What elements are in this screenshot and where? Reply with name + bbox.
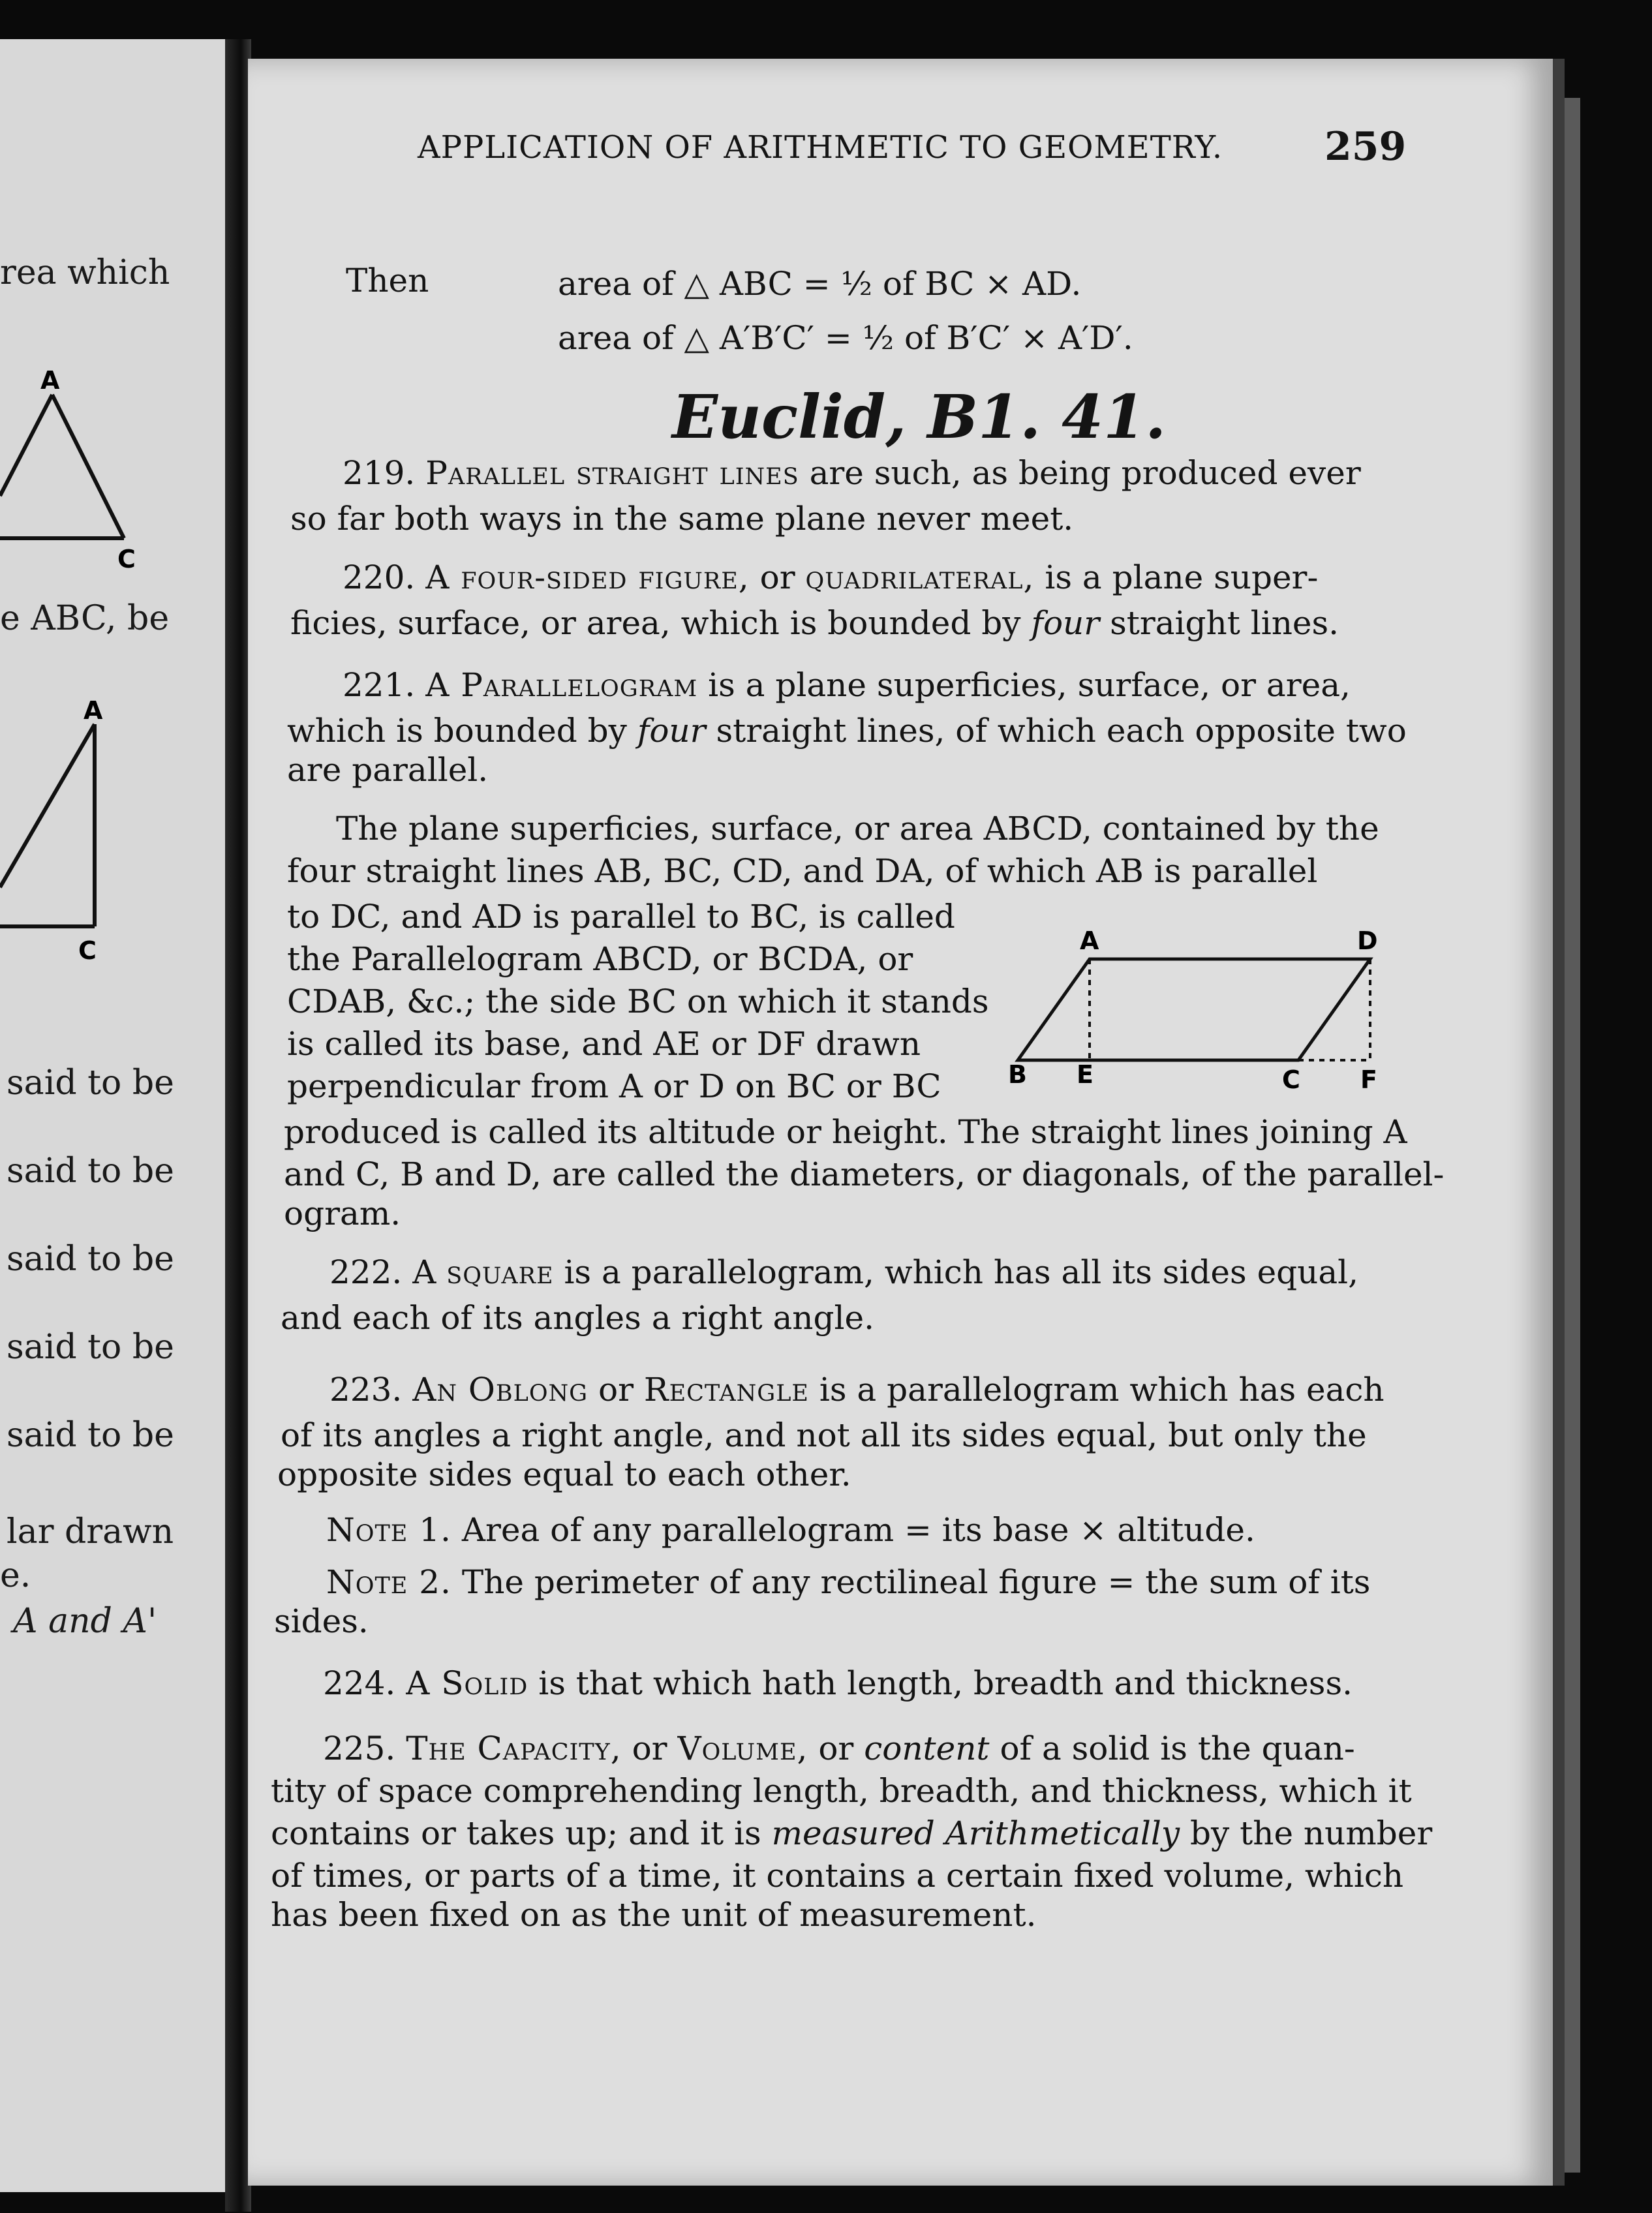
then-label: Then	[346, 262, 429, 299]
left-text-line: said to be	[7, 1416, 174, 1455]
para-220-line-2	[290, 603, 1339, 643]
fig-label-d: D	[1357, 926, 1378, 955]
text: are such, as being produced ever	[809, 454, 1361, 492]
para-225-line-3	[271, 1814, 1432, 1853]
left-fig2-label-a: A	[84, 696, 103, 725]
note-2-line-2: sides.	[274, 1602, 369, 1640]
fig-label-e: E	[1077, 1060, 1094, 1089]
para-221b-line-8: produced is called its altitude or height. The straight lines joining A	[284, 1113, 1407, 1151]
para-221b-line-1: The plane superficies, surface, or area ABCD, contained by the	[336, 810, 1379, 847]
term: A Solid	[406, 1664, 528, 1702]
para-221b-line-6: is called its base, and AE or DF drawn	[287, 1025, 921, 1063]
left-text-line: rea which	[0, 253, 170, 292]
fig-label-b: B	[1008, 1060, 1027, 1089]
para-221-line-3: are parallel.	[287, 751, 489, 789]
page-number: 259	[1324, 124, 1407, 170]
left-fig2-label-c: C	[78, 936, 97, 965]
text: straight lines.	[1110, 604, 1339, 642]
term: An Oblong	[412, 1371, 589, 1409]
term: Parallel straight lines	[425, 454, 799, 492]
left-triangle-figure-1	[0, 365, 157, 574]
left-text-line: said to be	[7, 1240, 174, 1279]
para-223-line-3: opposite sides equal to each other.	[277, 1456, 851, 1493]
left-page-fragment	[0, 39, 225, 2192]
fig-label-a: A	[1080, 926, 1099, 955]
italic-text: content	[864, 1730, 990, 1767]
note-label: Note 1.	[326, 1511, 451, 1549]
text: or	[632, 1730, 667, 1767]
para-number: 223.	[329, 1371, 403, 1409]
text: is a plane superficies, surface, or area,	[708, 666, 1351, 704]
left-text-line: A and A'	[13, 1602, 157, 1641]
parallelogram-figure	[1005, 913, 1396, 1103]
left-text-line: said to be	[7, 1328, 174, 1367]
para-225-line-5: has been fixed on as the unit of measurement.	[271, 1896, 1037, 1934]
fig-label-c: C	[1282, 1065, 1300, 1094]
term: square	[446, 1253, 554, 1291]
para-221-line-1	[343, 665, 1351, 705]
term: Rectangle	[643, 1371, 809, 1409]
para-220-line-1	[343, 558, 1318, 597]
note-2	[326, 1563, 1370, 1602]
text: is that which hath length, breadth and thickness.	[538, 1664, 1353, 1702]
term: A Parallelogram	[425, 666, 698, 704]
then-formula-1: area of △ ABC = ½ of BC × AD.	[558, 265, 1082, 303]
euclid-handwritten-note: Euclid, B1. 41.	[672, 382, 1167, 452]
text: is a plane super-	[1045, 558, 1319, 596]
italic-text: four	[637, 712, 706, 750]
para-223-line-1	[329, 1370, 1384, 1409]
term: Volume,	[677, 1730, 808, 1767]
text: or	[818, 1730, 854, 1767]
left-fig1-label-a: A	[40, 366, 60, 395]
text: contains or takes up; and it is	[271, 1814, 761, 1852]
page-edge	[1565, 98, 1580, 2173]
italic-text: measured Arithmetically	[771, 1814, 1180, 1852]
running-header: APPLICATION OF ARITHMETIC TO GEOMETRY.	[418, 129, 1223, 166]
para-number: 222.	[329, 1253, 403, 1291]
left-fig1-label-c: C	[117, 545, 136, 573]
text: or	[759, 558, 795, 596]
para-221b-line-3: to DC, and AD is parallel to BC, is called	[287, 898, 955, 936]
then-formula-2: area of △ A′B′C′ = ½ of B′C′ × A′D′.	[558, 319, 1133, 357]
para-219-line-2: so far both ways in the same plane never meet.	[290, 500, 1074, 538]
para-221-line-2	[287, 711, 1407, 750]
para-221b-line-7: perpendicular from A or D on BC or BC	[287, 1067, 941, 1105]
note-1	[326, 1510, 1255, 1549]
para-221b-line-9: and C, B and D, are called the diameters, or diagonals, of the parallel-	[284, 1155, 1445, 1193]
term: A four-sided figure,	[425, 558, 750, 596]
left-text-line: e.	[0, 1556, 31, 1595]
para-225-line-2: tity of space comprehending length, breadth, and thickness, which it	[271, 1772, 1412, 1810]
para-224	[323, 1664, 1353, 1703]
text: which is bounded by	[287, 712, 627, 750]
note-label: Note 2.	[326, 1563, 451, 1601]
text: A	[412, 1253, 436, 1291]
para-221b-line-10: ogram.	[284, 1195, 401, 1232]
book-gutter	[225, 39, 251, 2212]
para-219-line-1	[343, 453, 1361, 493]
para-223-line-2: of its angles a right angle, and not all its sides equal, but only the	[281, 1416, 1367, 1454]
left-text-line: said to be	[7, 1152, 174, 1191]
para-221b-line-2: four straight lines AB, BC, CD, and DA, of which AB is parallel	[287, 852, 1318, 890]
text: is a parallelogram which has each	[819, 1371, 1384, 1409]
para-number: 221.	[343, 666, 416, 704]
para-221b-line-5: CDAB, &c.; the side BC on which it stands	[287, 983, 989, 1020]
left-text-line: lar drawn	[7, 1512, 174, 1551]
text: Area of any parallelogram = its base × altitude.	[461, 1511, 1255, 1549]
text: by the number	[1190, 1814, 1433, 1852]
para-222-line-2: and each of its angles a right angle.	[281, 1299, 874, 1337]
left-triangle-figure-2	[0, 692, 130, 972]
term: quadrilateral,	[805, 558, 1035, 596]
para-number: 225.	[323, 1730, 396, 1767]
italic-text: four	[1031, 604, 1100, 642]
text: The perimeter of any rectilineal figure = the sum of its	[461, 1563, 1371, 1601]
left-text-line: e ABC, be	[0, 599, 170, 638]
para-number: 224.	[323, 1664, 396, 1702]
fig-label-f: F	[1360, 1065, 1377, 1094]
term: The Capacity,	[406, 1730, 622, 1767]
para-number: 219.	[343, 454, 416, 492]
text: ficies, surface, or area, which is bounded by	[290, 604, 1021, 642]
para-222-line-1	[329, 1253, 1358, 1292]
para-221b-line-4: the Parallelogram ABCD, or BCDA, or	[287, 940, 913, 978]
para-225-line-4: of times, or parts of a time, it contains a certain fixed volume, which	[271, 1857, 1404, 1895]
para-number: 220.	[343, 558, 416, 596]
para-225-line-1	[323, 1729, 1355, 1768]
text: is a parallelogram, which has all its sides equal,	[564, 1253, 1359, 1291]
text: or	[598, 1371, 634, 1409]
text: of a solid is the quan-	[1000, 1730, 1355, 1767]
text: straight lines, of which each opposite two	[716, 712, 1407, 750]
left-text-line: said to be	[7, 1063, 174, 1103]
